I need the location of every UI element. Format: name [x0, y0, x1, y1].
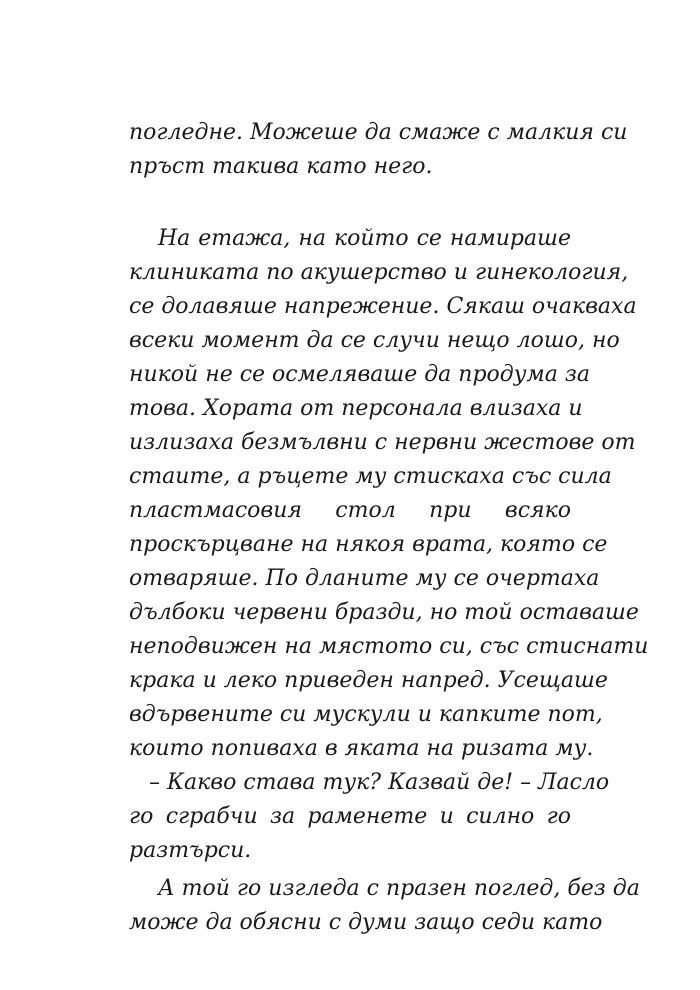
text-line: дълбоки червени бразди, но той оставаше	[129, 600, 639, 625]
text-line: пластмасовия стол при всяко	[129, 498, 571, 523]
text-line: проскърцване на някоя врата, която се	[129, 532, 608, 557]
text-line: разтърси.	[129, 838, 252, 863]
paragraph-first-line: На етажа, на който се намираше	[158, 226, 571, 251]
text-line: го сграбчи за раменете и силно го	[129, 804, 571, 829]
text-line: стаите, а ръцете му стискаха със сила	[129, 464, 612, 489]
text-line: излизаха безмълвни с нервни жестове от	[129, 430, 636, 455]
dialogue-line: – Какво става тук? Казвай де! – Ласло	[149, 770, 610, 795]
text-line: крака и леко приведен напред. Усещаше	[129, 668, 608, 693]
text-line: пръст такива като него.	[129, 154, 433, 179]
text-line: вдървените си мускули и капките пот,	[129, 702, 603, 727]
text-line: се долавяше напрежение. Сякаш очакваха	[129, 294, 637, 319]
text-line: отваряше. По дланите му се очертаха	[129, 566, 600, 591]
text-line: погледне. Можеше да смаже с малкия си	[129, 120, 628, 145]
paragraph-first-line: А той го изгледа с празен поглед, без да	[158, 876, 640, 901]
text-line: които попиваха в яката на ризата му.	[129, 736, 594, 761]
text-line: всеки момент да се случи нещо лошо, но	[129, 328, 620, 353]
text-line: никой не се осмеляваше да продума за	[129, 362, 590, 387]
text-line: това. Хората от персонала влизаха и	[129, 396, 583, 421]
text-line: може да обясни с думи защо седи като	[129, 910, 603, 935]
text-line: неподвижен на мястото си, със стиснати	[129, 634, 649, 659]
text-line: клиниката по акушерство и гинекология,	[129, 260, 629, 285]
